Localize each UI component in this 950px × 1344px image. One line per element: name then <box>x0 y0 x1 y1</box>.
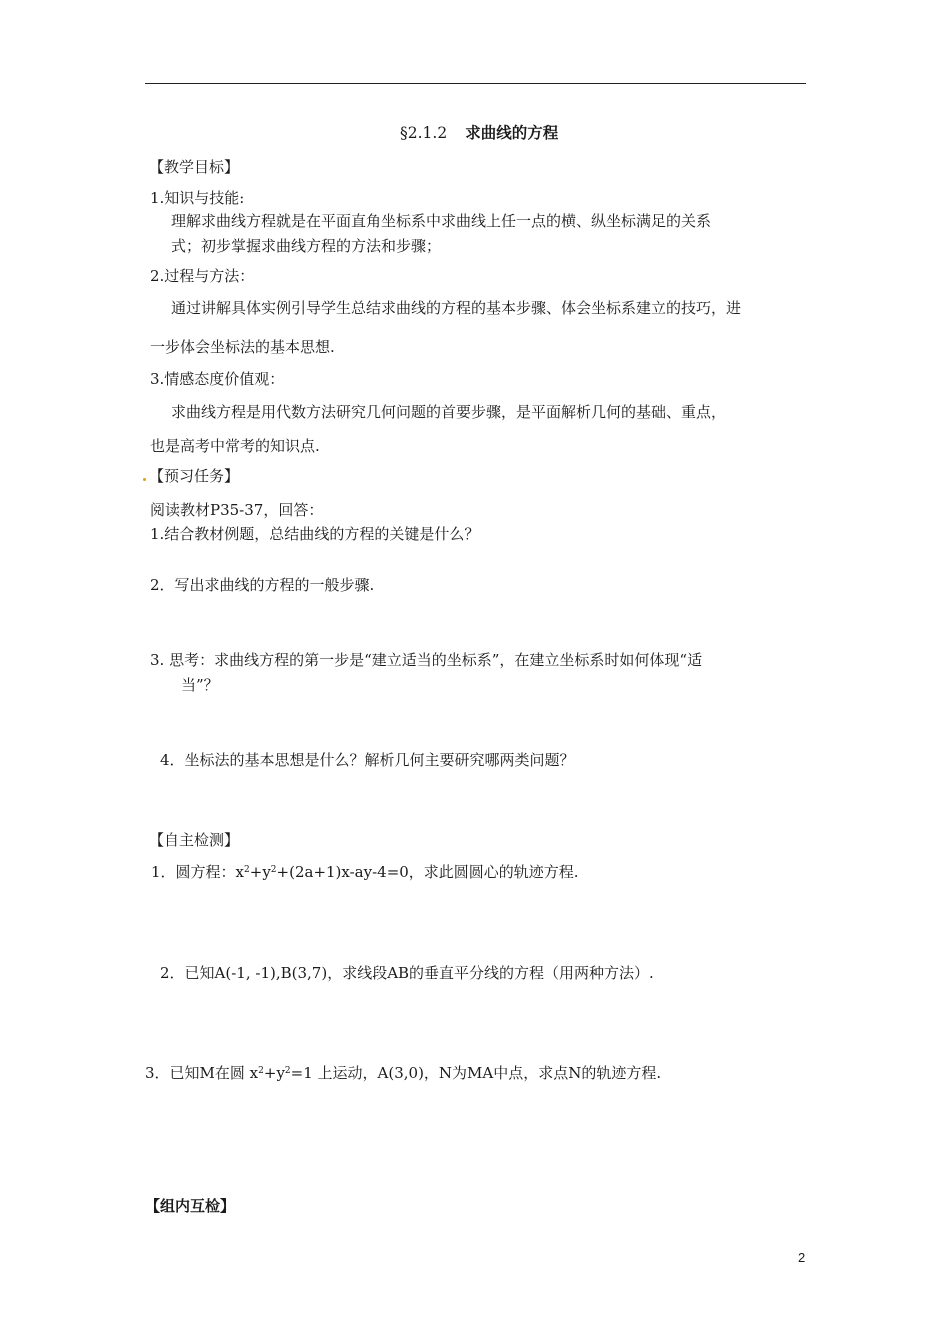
preview-question-3-line2: 当”？ <box>181 676 219 694</box>
preview-intro: 阅读教材P35-37，回答： <box>150 501 324 519</box>
process-text-line1: 通过讲解具体实例引导学生总结求曲线的方程的基本步骤、体会坐标系建立的技巧，进 <box>171 299 742 317</box>
page-title <box>400 123 558 143</box>
self-check-problem-1: 1．圆方程：$x^2+y^2+(2a+1)x-ay-4=0$，求此圆圆心的轨迹方程. <box>151 863 579 881</box>
self-check-problem-3: 3．已知M在圆 $x^2+y^2=1$ 上运动，A(3,0)，N为MA中点，求点N的轨迹方程. <box>145 1064 662 1082</box>
group-check-heading: 【组内互检】 <box>145 1197 236 1215</box>
preview-question-4: 4．坐标法的基本思想是什么？解析几何主要研究哪两类问题？ <box>160 751 575 769</box>
objectives-heading: 【教学目标】 <box>149 158 240 176</box>
header-rule <box>145 83 806 84</box>
preview-question-2: 2．写出求曲线的方程的一般步骤. <box>150 576 375 594</box>
knowledge-label: 1.知识与技能: <box>150 189 245 207</box>
values-text-line2: 也是高考中常考的知识点. <box>150 437 320 455</box>
self-check-heading: 【自主检测】 <box>149 831 240 849</box>
preview-question-3-line1: 3. 思考：求曲线方程的第一步是“建立适当的坐标系”，在建立坐标系时如何体现“适 <box>150 651 703 669</box>
process-text-line2: 一步体会坐标法的基本思想. <box>150 338 335 356</box>
values-text-line1: 求曲线方程是用代数方法研究几何问题的首要步骤，是平面解析几何的基础、重点， <box>171 403 727 421</box>
process-label: 2.过程与方法： <box>150 267 255 285</box>
page-number: 2 <box>798 1250 806 1265</box>
margin-mark <box>143 478 146 481</box>
values-label: 3.情感态度价值观： <box>150 370 285 388</box>
knowledge-text-line1: 理解求曲线方程就是在平面直角坐标系中求曲线上任一点的横、纵坐标满足的关系 <box>171 212 712 230</box>
self-check-problem-2: 2．已知A(-1, -1),B(3,7)，求线段AB的垂直平分线的方程（用两种方法）. <box>160 964 654 982</box>
preview-question-1: 1.结合教材例题，总结曲线的方程的关键是什么？ <box>150 525 480 543</box>
preview-heading: 【预习任务】 <box>149 467 240 485</box>
section-number: §2.1.2 <box>400 124 448 142</box>
knowledge-text-line2: 式；初步掌握求曲线方程的方法和步骤； <box>171 237 442 255</box>
title-text: 求曲线的方程 <box>465 123 559 142</box>
